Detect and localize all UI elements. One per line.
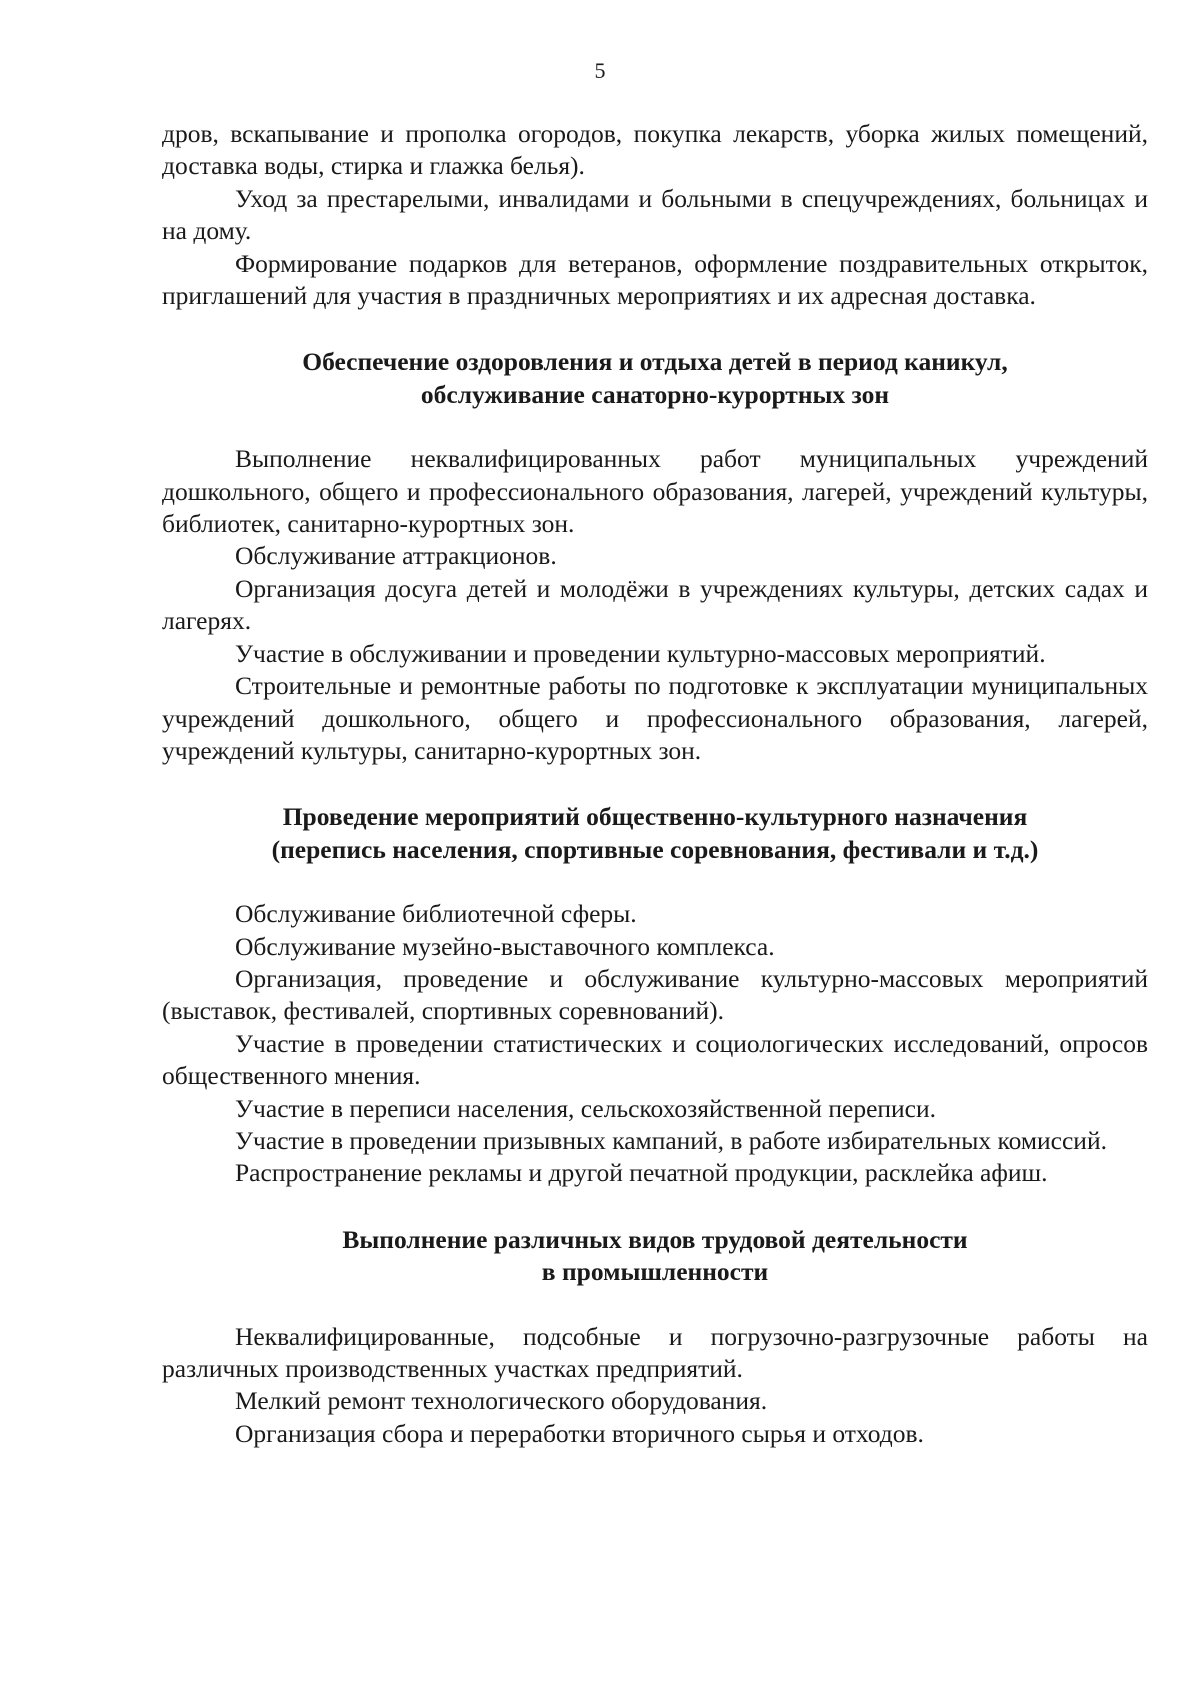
paragraph: Участие в обслуживании и проведении культурно-массовых мероприятий. [235,638,1046,668]
heading-line: Обеспечение оздоровления и отдыха детей в период каникул, [302,347,1008,377]
paragraph: Уход за престарелыми, инвалидами и больными в спецучреждениях, больницах и на дому. [162,183,1148,246]
paragraph: Участие в переписи населения, сельскохозяйственной переписи. [235,1093,937,1123]
paragraph: Неквалифицированные, подсобные и погрузочно-разгрузочные работы на различных производственных участках предприятий. [162,1321,1148,1383]
paragraph: Формирование подарков для ветеранов, оформление поздравительных открыток, приглашений для участия в праздничных мероприятиях и их адресная доставка. [162,248,1148,311]
paragraph: Мелкий ремонт технологического оборудования. [235,1386,768,1416]
heading-line: Проведение мероприятий общественно-культурного назначения [282,802,1028,832]
paragraph: Обслуживание библиотечной сферы. [235,899,637,929]
paragraph: Строительные и ремонтные работы по подготовке к эксплуатации муниципальных учреждений дошкольного, общего и профессионального образования, лагерей, учреждений культуры, санитарно-курортных зон. [162,671,1148,765]
heading-line: обслуживание санаторно-курортных зон [420,379,890,409]
paragraph: Выполнение неквалифицированных работ муниципальных учреждений дошкольного, общего и профессионального образования, лагерей, учреждений культуры, библиотек, санитарно-курортных зон. [162,444,1148,539]
paragraph: Участие в проведении призывных кампаний, в работе избирательных комиссий. [235,1125,1107,1155]
paragraph: Обслуживание аттракционов. [235,541,557,571]
paragraph: дров, вскапывание и прополка огородов, покупка лекарств, уборка жилых помещений, доставка воды, стирка и глажка белья). [162,119,1148,181]
section-heading [162,801,1148,866]
paragraph: Обслуживание музейно-выставочного комплекса. [235,931,775,961]
heading-line: в промышленности [541,1257,769,1287]
page-content [162,118,1148,1450]
section-heading [162,1224,1148,1289]
paragraph: Распространение рекламы и другой печатной продукции, расклейка афиш. [235,1158,1048,1188]
section-heading [162,346,1148,411]
paragraph: Организация сбора и переработки вторичного сырья и отходов. [235,1418,924,1448]
heading-line: (перепись населения, спортивные соревнования, фестивали и т.д.) [271,834,1039,864]
paragraph: Организация, проведение и обслуживание культурно-массовых мероприятий (выставок, фестивалей, спортивных соревнований). [162,963,1148,1026]
paragraph: Организация досуга детей и молодёжи в учреждениях культуры, детских садах и лагерях. [162,573,1148,636]
heading-line: Выполнение различных видов трудовой деятельности [342,1224,968,1254]
paragraph: Участие в проведении статистических и социологических исследований, опросов общественного мнения. [162,1028,1148,1091]
page-number: 5 [594,58,606,83]
